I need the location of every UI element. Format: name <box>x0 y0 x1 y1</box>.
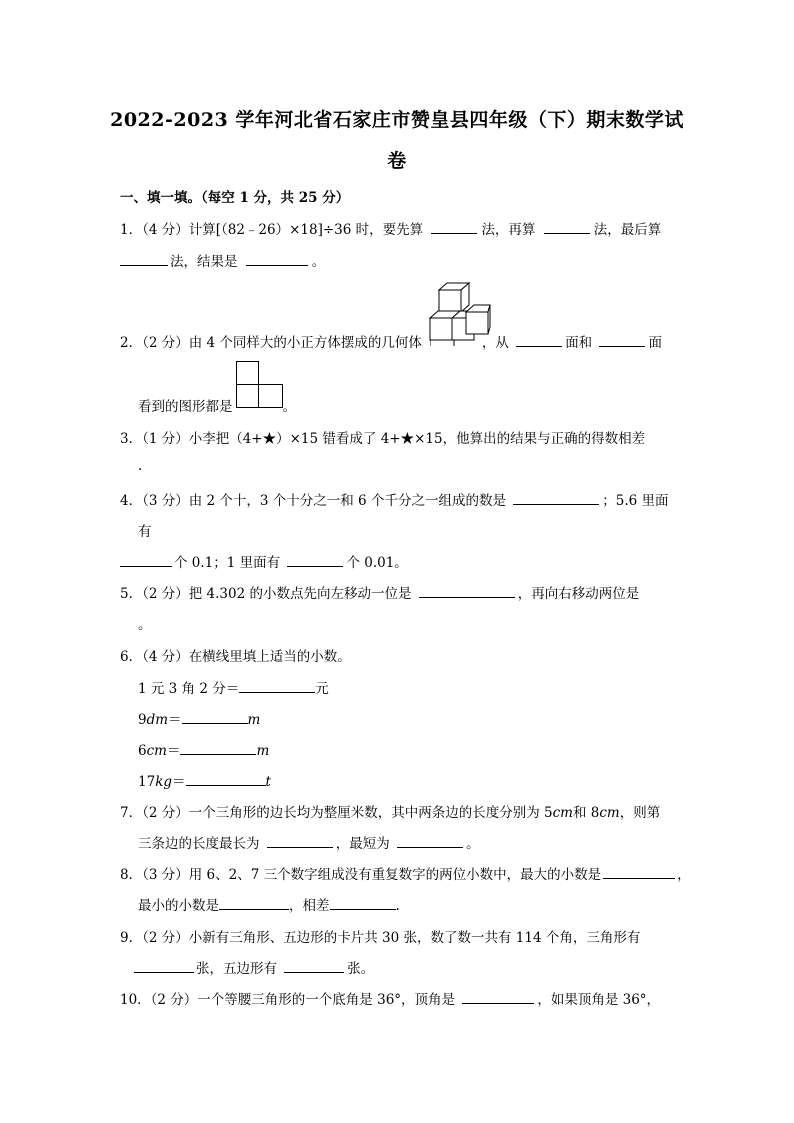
q8-text-b: ， <box>677 867 691 883</box>
question-8-line-2 <box>138 894 400 914</box>
question-7-line-1 <box>120 801 660 821</box>
q6-r4-number: 17 <box>138 774 156 790</box>
answer-blank[interactable] <box>180 741 256 755</box>
answer-blank[interactable] <box>219 896 289 910</box>
q10-text-b: ，如果顶角是 36°， <box>537 992 661 1008</box>
answer-blank[interactable] <box>431 220 477 234</box>
question-5-line-1 <box>120 582 639 602</box>
answer-blank[interactable] <box>287 553 343 567</box>
question-6-line-1: 6．（4 分）在横线里填上适当的小数。 <box>120 649 351 665</box>
answer-blank[interactable] <box>134 959 194 973</box>
answer-blank[interactable] <box>544 220 590 234</box>
q6-r3-number: 6 <box>138 743 147 759</box>
document-title-line-1: 2022-2023 学年河北省石家庄市赞皇县四年级（下）期末数学试 <box>110 109 684 131</box>
q6-r3-target-unit: m <box>256 743 270 759</box>
answer-blank[interactable] <box>330 896 396 910</box>
question-1-line-1 <box>120 218 661 238</box>
q9-text-c: 张。 <box>347 961 375 977</box>
q7-unit-1: cm <box>552 805 573 821</box>
q9-text-b: 张，五边形有 <box>196 961 277 977</box>
q5-text-b: ，再向右移动两位是 <box>517 586 640 602</box>
question-4-line-2: 有 <box>138 524 152 540</box>
question-4-line-1 <box>120 489 669 509</box>
question-2-line-1 <box>120 331 662 351</box>
q1-text-d: 法，结果是 <box>170 254 238 270</box>
q4-text-a: 4．（3 分）由 2 个十，3 个十分之一和 6 个千分之一组成的数是 <box>120 493 506 509</box>
q1-text-e: 。 <box>311 254 326 270</box>
question-10-line-1 <box>120 988 660 1008</box>
section-heading: 一、填一填。（每空 1 分，共 25 分） <box>120 190 350 206</box>
q2-text-d: 面 <box>648 335 662 351</box>
answer-blank[interactable] <box>513 491 599 505</box>
q6-r4-target-unit: t <box>265 774 271 790</box>
q4-text-d: 个 0.1；1 里面有 <box>174 555 281 571</box>
q8-text-a: 8．（3 分）用 6、2、7 三个数字组成没有重复数字的两位小数中，最大的小数是 <box>120 867 602 883</box>
q6-r2-unit: dm <box>146 712 169 728</box>
answer-blank[interactable] <box>239 679 315 693</box>
answer-blank[interactable] <box>246 252 308 266</box>
q7-text-f: 。 <box>466 836 480 852</box>
question-1-line-2 <box>120 250 325 270</box>
question-6-row-3 <box>138 739 269 759</box>
answer-blank[interactable] <box>599 333 645 347</box>
question-2-line-2 <box>138 395 296 415</box>
answer-blank[interactable] <box>120 252 168 266</box>
q1-text-c: 法，最后算 <box>593 222 662 238</box>
q7-text-c: ，则第 <box>619 805 661 821</box>
question-6-row-4 <box>138 770 271 790</box>
q6-r3-equals: ＝ <box>166 743 181 759</box>
q6-r2-target-unit: m <box>247 712 261 728</box>
answer-blank[interactable] <box>603 865 675 879</box>
q2-text-c: 面和 <box>565 335 593 351</box>
q2-text-a: 2．（2 分）由 4 个同样大的小正方体摆成的几何体 <box>120 335 422 351</box>
answer-blank[interactable] <box>284 959 344 973</box>
q7-text-d: 三条边的长度最长为 <box>138 836 260 852</box>
question-8-line-1 <box>120 863 691 883</box>
question-6-row-1 <box>138 677 329 697</box>
q6-r4-equals: ＝ <box>172 774 186 790</box>
q1-text-a: 1．（4 分）计算[（82﹣26）×18]÷36 时，要先算 <box>120 222 424 238</box>
q6-r4-unit: kg <box>155 774 173 790</box>
q6-r1-text: 1 元 3 角 2 分＝ <box>138 681 240 697</box>
q2-text-f: 。 <box>282 399 296 415</box>
answer-blank[interactable] <box>516 333 562 347</box>
q2-text-b: ，从 <box>481 335 509 351</box>
q4-text-b: ；5.6 里面 <box>602 493 669 509</box>
q7-text-b: 和 8 <box>572 805 600 821</box>
question-9-line-2 <box>134 957 374 977</box>
answer-blank[interactable] <box>120 553 172 567</box>
q8-text-e: . <box>395 898 400 914</box>
question-7-line-2 <box>138 832 480 852</box>
answer-blank[interactable] <box>267 834 333 848</box>
q7-unit-2: cm <box>599 805 620 821</box>
question-9-line-1: 9．（2 分）小新有三角形、五边形的卡片共 30 张，数了数一共有 114 个角，三角形有 <box>120 930 641 946</box>
document-title-line-2: 卷 <box>387 150 407 172</box>
question-5-line-2: 。 <box>138 617 152 633</box>
answer-blank[interactable] <box>397 834 463 848</box>
answer-blank[interactable] <box>186 772 266 786</box>
q2-text-e: 看到的图形都是 <box>138 399 233 415</box>
q6-r2-number: 9 <box>138 712 147 728</box>
q6-r1-unit: 元 <box>315 681 329 697</box>
question-6-row-2 <box>138 708 260 728</box>
q7-text-e: ，最短为 <box>335 836 390 852</box>
answer-blank[interactable] <box>182 710 248 724</box>
q8-text-d: ，相差 <box>289 898 330 914</box>
question-3-line-1: 3．（1 分）小李把（4+★）×15 错看成了 4+★×15，他算出的结果与正确的得数相差 <box>120 431 646 447</box>
q1-text-b: 法，再算 <box>481 222 536 238</box>
q8-text-c: 最小的小数是 <box>138 898 219 914</box>
q6-r3-unit: cm <box>146 743 167 759</box>
q7-text-a: 7．（2 分）一个三角形的边长均为整厘米数，其中两条边的长度分别为 5 <box>120 805 553 821</box>
q10-text-a: 10．（2 分）一个等腰三角形的一个底角是 36°，顶角是 <box>120 992 456 1008</box>
q5-text-a: 5．（2 分）把 4.302 的小数点先向左移动一位是 <box>120 586 412 602</box>
q4-text-e: 个 0.01。 <box>346 555 408 571</box>
answer-blank[interactable] <box>462 990 534 1004</box>
answer-blank[interactable] <box>419 584 515 598</box>
q6-r2-equals: ＝ <box>168 712 182 728</box>
question-3-line-2: . <box>138 458 143 474</box>
question-4-line-3 <box>120 551 408 571</box>
